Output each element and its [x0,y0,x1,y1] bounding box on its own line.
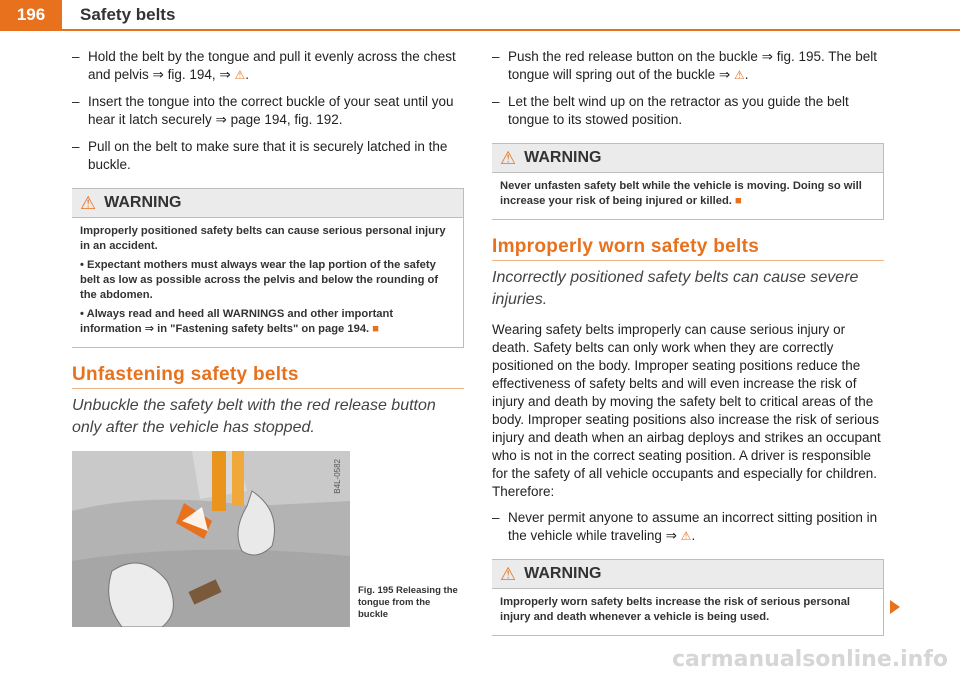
warning-line: Improperly worn safety belts increase the risk of serious personal injury and death whenever a vehicle is being used. [500,596,851,623]
warning-triangle-icon: ⚠ [500,148,517,168]
figure-image [72,451,350,627]
page-number-tab [0,0,62,30]
warning-line: • Expectant mothers must always wear the lap portion of the safety belt as low as possible across the pelvis and below the rounding of the abdomen. [80,259,439,301]
warning-triangle-icon: ⚠ [500,564,517,584]
warning-line: Never unfasten safety belt while the vehicle is moving. Doing so will increase your risk of being injured or killed. ■ [500,180,862,207]
page-title: Safety belts [80,5,176,24]
instruction-list [72,48,464,174]
left-column [72,48,464,627]
list-item: – Insert the tongue into the correct buckle of your seat until you hear it latch securely ⇒ page 194, fig. 192. [72,94,454,127]
section-intro: Unbuckle the safety belt with the red release button only after the vehicle has stopped. [72,397,436,436]
watermark: carmanualsonline.info [672,647,948,672]
list-item: – Pull on the belt to make sure that it is securely latched in the buckle. [72,139,448,172]
warning-header [72,189,463,218]
instruction-list [492,48,884,129]
figure-caption: Fig. 195 Releasing the tongue from the buckle [358,585,458,620]
warning-title: WARNING [524,565,602,582]
list-item: – Push the red release button on the buckle ⇒ fig. 195. The belt tongue will spring out of the buckle ⇒ ⚠. [492,49,878,82]
next-page-arrow-icon[interactable] [890,600,900,614]
buckle-illustration [72,451,350,627]
list-item: – Let the belt wind up on the retractor as you guide the belt tongue to its stowed position. [492,94,849,127]
page-number: 196 [16,5,46,24]
list-item: – Never permit anyone to assume an incorrect sitting position in the vehicle while traveling ⇒ ⚠. [492,510,878,543]
warning-header [492,144,883,173]
warning-body [492,589,883,635]
instruction-list [492,509,884,545]
warning-body [72,218,463,347]
warning-header [492,560,883,589]
warning-triangle-icon: ⚠ [680,529,692,543]
warning-line: • Always read and heed all WARNINGS and other important information ⇒ in "Fastening safety belts" on page 194. ■ [80,308,394,335]
header-rule [0,29,960,31]
section-intro: Incorrectly positioned safety belts can cause severe injuries. [492,269,859,308]
end-mark: ■ [735,195,742,207]
body-paragraph: Wearing safety belts improperly can cause serious injury or death. Safety belts can only work when they are correctly positioned on the body. Improper seating positions reduce the effectiveness of safety belts and will even increase the risk of injury and death by moving the safety belt to critical areas of the body. Improper seating positions also increase the risk of serious injury and death when an airbag deploys and strikes an occupant who is not in the correct seating position. A driver is responsible for the safety of all vehicle occupants and especially for children. Therefore: [492,322,881,499]
right-column [492,48,884,648]
warning-body [492,173,883,219]
warning-triangle-icon: ⚠ [234,68,246,82]
end-mark: ■ [372,323,380,335]
list-item: – Hold the belt by the tongue and pull it evenly across the chest and pelvis ⇒ fig. 194, ⇒ ⚠. [72,49,456,82]
warning-box [492,559,884,636]
warning-triangle-icon: ⚠ [80,193,97,213]
warning-line: Improperly positioned safety belts can cause serious personal injury in an accident. [80,225,446,252]
warning-box [492,143,884,220]
warning-box [72,188,464,348]
warning-title: WARNING [104,194,182,211]
figure-row [72,451,464,627]
section-title: Improperly worn safety belts [492,238,884,261]
section-title: Unfastening safety belts [72,366,464,389]
figure-id: B4L-0582 [333,459,342,494]
warning-triangle-icon: ⚠ [733,68,745,82]
warning-title: WARNING [524,149,602,166]
